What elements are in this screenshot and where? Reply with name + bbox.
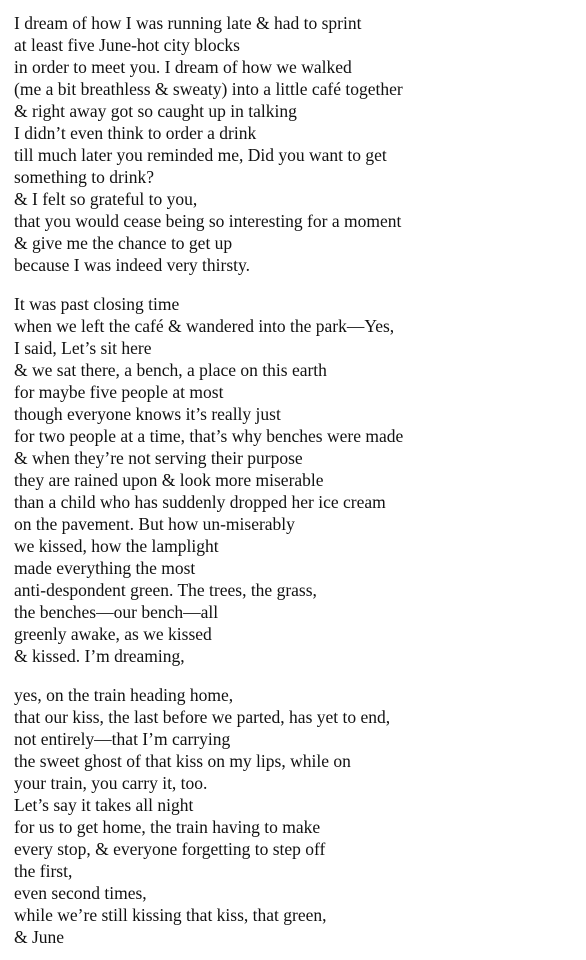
poem-line: while we’re still kissing that kiss, that green, — [14, 905, 327, 925]
poem-line: I didn’t even think to order a drink — [14, 123, 257, 143]
poem-line: Let’s say it takes all night — [14, 795, 194, 815]
poem-line: for maybe five people at most — [14, 382, 224, 402]
poem-line: & June — [14, 927, 65, 947]
poem-line: we kissed, how the lamplight — [14, 536, 219, 556]
poem-line: that our kiss, the last before we parted, has yet to end, — [14, 707, 391, 727]
poem-line: (me a bit breathless & sweaty) into a little café together — [14, 79, 403, 99]
poem-line: & we sat there, a bench, a place on this earth — [14, 360, 327, 380]
poem-line: & I felt so grateful to you, — [14, 189, 198, 209]
poem-line: & when they’re not serving their purpose — [14, 448, 303, 468]
stanza-3 — [14, 684, 574, 948]
poem-line: It was past closing time — [14, 294, 180, 314]
poem-line: & give me the chance to get up — [14, 233, 233, 253]
poem-line: the first, — [14, 861, 73, 881]
poem-line: I dream of how I was running late & had to sprint — [14, 13, 362, 33]
poem-line: though everyone knows it’s really just — [14, 404, 281, 424]
poem-line: till much later you reminded me, Did you want to get — [14, 145, 387, 165]
poem-line: that you would cease being so interesting for a moment — [14, 211, 402, 231]
poem-line: yes, on the train heading home, — [14, 685, 234, 705]
poem-line: they are rained upon & look more miserable — [14, 470, 324, 490]
poem-text — [14, 12, 574, 948]
poem-line: even second times, — [14, 883, 147, 903]
stanza-1 — [14, 12, 574, 276]
poem-line: not entirely—that I’m carrying — [14, 729, 231, 749]
poem-line: the sweet ghost of that kiss on my lips, while on — [14, 751, 351, 771]
poem-line: when we left the café & wandered into the park—Yes, — [14, 316, 395, 336]
poem-line: made everything the most — [14, 558, 196, 578]
poem-line: at least five June-hot city blocks — [14, 35, 240, 55]
poem-line: for two people at a time, that’s why benches were made — [14, 426, 404, 446]
poem-line: anti-despondent green. The trees, the grass, — [14, 580, 317, 600]
poem-line: I said, Let’s sit here — [14, 338, 152, 358]
poem-line: every stop, & everyone forgetting to step off — [14, 839, 326, 859]
poem-line: & kissed. I’m dreaming, — [14, 646, 185, 666]
poem-line: & right away got so caught up in talking — [14, 101, 297, 121]
poem-line: than a child who has suddenly dropped her ice cream — [14, 492, 386, 512]
stanza-2 — [14, 293, 574, 667]
poem-line: on the pavement. But how un-miserably — [14, 514, 295, 534]
poem-line: in order to meet you. I dream of how we walked — [14, 57, 352, 77]
poem-line: because I was indeed very thirsty. — [14, 255, 251, 275]
poem-line: something to drink? — [14, 167, 154, 187]
poem-line: greenly awake, as we kissed — [14, 624, 212, 644]
poem-line: the benches—our bench—all — [14, 602, 219, 622]
poem-line: your train, you carry it, too. — [14, 773, 208, 793]
poem-line: for us to get home, the train having to make — [14, 817, 321, 837]
